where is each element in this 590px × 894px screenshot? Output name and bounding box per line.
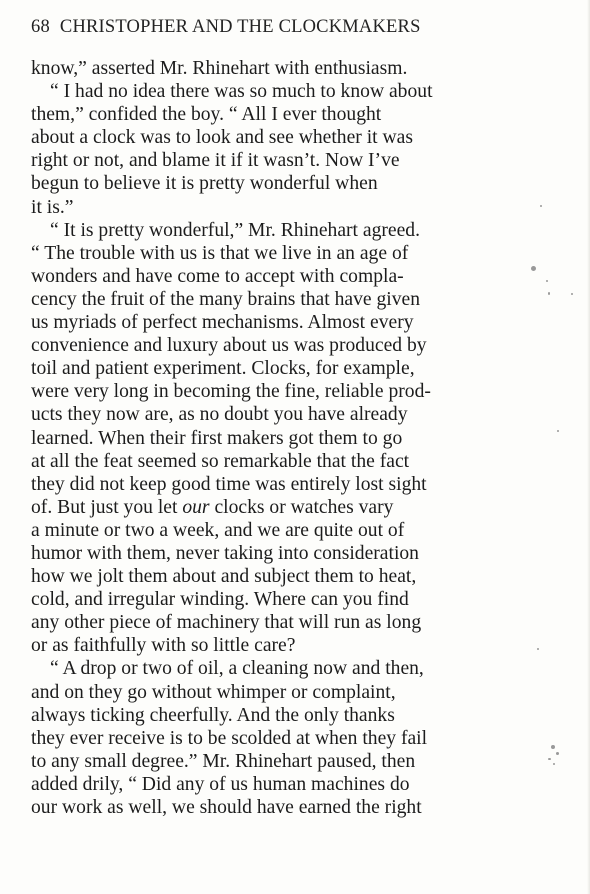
text-line: at all the feat seemed so remarkable that the fact [31, 450, 410, 472]
text-line: “ It is pretty wonderful,” Mr. Rhinehart agreed. [50, 219, 420, 241]
italic-emphasis: our [182, 496, 210, 518]
text-line: and on they go without whimper or complaint, [31, 681, 396, 703]
scan-speck [551, 745, 555, 749]
text-line: to any small degree.” Mr. Rhinehart paused, then [31, 750, 416, 772]
text-segment: of. But just you let [31, 496, 183, 518]
text-line: toil and patient experiment. Clocks, for example, [31, 358, 415, 380]
running-header [31, 17, 501, 38]
text-line: how we jolt them about and subject them to heat, [31, 566, 417, 588]
text-line: them,” confided the boy. “ All I ever thought [31, 104, 382, 126]
text-line: added drily, “ Did any of us human machines do [31, 773, 410, 795]
text-line: “ A drop or two of oil, a cleaning now and then, [50, 658, 424, 680]
text-line: were very long in becoming the fine, reliable prod- [31, 381, 431, 403]
scan-speck [548, 292, 550, 295]
text-line-with-italic [31, 496, 531, 519]
text-line: begun to believe it is pretty wonderful when [31, 173, 378, 195]
text-line: a minute or two a week, and we are quite out of [31, 519, 405, 541]
text-line: our work as well, we should have earned the right [31, 797, 422, 818]
scan-speck [553, 763, 555, 765]
scan-speck [571, 293, 573, 295]
body-text [31, 57, 531, 819]
text-line: wonders and have come to accept with compla- [31, 265, 404, 287]
running-title: CHRISTOPHER AND THE CLOCKMAKERS [59, 17, 421, 37]
text-line: cold, and irregular winding. Where can you find [31, 589, 409, 611]
text-line: always ticking cheerfully. And the only thanks [31, 704, 395, 726]
text-line: or as faithfully with so little care? [31, 635, 296, 657]
text-line: convenience and luxury about us was produced by [31, 335, 427, 357]
text-line: learned. When their first makers got them to go [31, 427, 403, 449]
text-line: they did not keep good time was entirely lost sight [31, 473, 427, 495]
scan-speck [546, 280, 548, 282]
text-line: humor with them, never taking into consideration [31, 542, 419, 564]
text-line: it is.” [31, 196, 74, 218]
scan-speck [557, 430, 559, 432]
text-line: know,” asserted Mr. Rhinehart with enthusiasm. [31, 58, 408, 79]
scan-speck [540, 205, 542, 207]
text-line: right or not, and blame it if it wasn’t. Now I’ve [31, 150, 400, 172]
text-line: ucts they now are, as no doubt you have already [31, 404, 408, 426]
scan-speck [556, 752, 559, 755]
scan-speck [537, 648, 539, 650]
text-line: cency the fruit of the many brains that have given [31, 288, 421, 310]
scan-speck [531, 266, 536, 271]
text-line: “ I had no idea there was so much to know about [50, 81, 433, 103]
text-segment: clocks or watches vary [209, 496, 394, 518]
text-line: they ever receive is to be scolded at when they fail [31, 727, 428, 749]
page-number: 68 [31, 17, 50, 37]
text-line: about a clock was to look and see whether it was [31, 127, 413, 149]
text-line: any other piece of machinery that will run as long [31, 612, 422, 634]
text-line: “ The trouble with us is that we live in an age of [31, 242, 409, 264]
scan-speck [548, 758, 551, 760]
text-line: us myriads of perfect mechanisms. Almost every [31, 312, 414, 334]
